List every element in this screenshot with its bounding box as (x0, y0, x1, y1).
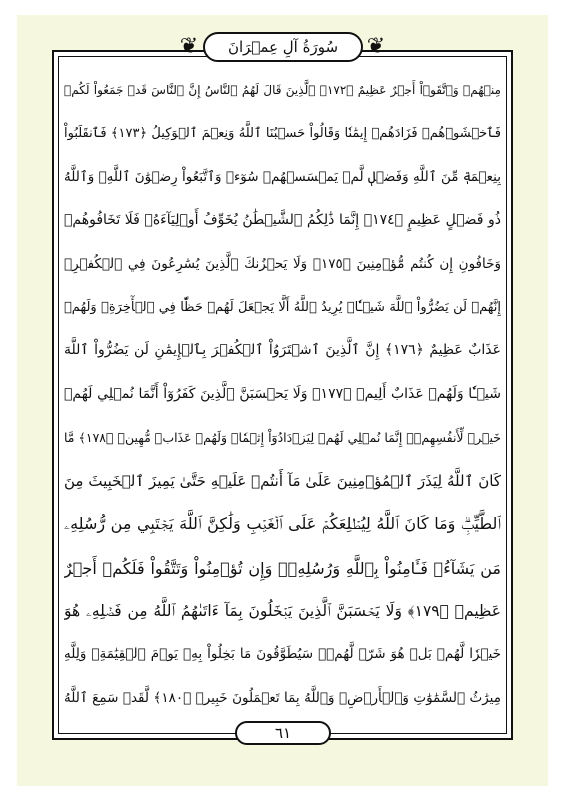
text-line-12: مَن يَشَآءُۖ فَـَٔامِنُواْ بِٱللَّهِ وَرُسُلِهِۦۚ وَإِن تُؤۡمِنُواْ وَتَتَّقُواْ فَلَكُمۡ أَجۡرٌ (64, 558, 501, 578)
text-line-10: كَانَ ٱللَّهُ لِيَذَرَ ٱلۡمُؤۡمِنِينَ عَلَىٰ مَآ أَنتُمۡ عَلَيۡهِ حَتَّىٰ يَمِيزَ ٱلۡخَبِيثَ مِنَ (64, 472, 501, 490)
left-ornament-icon: ❦ (179, 34, 199, 59)
text-line-5: وَخَافُونِ إِن كُنتُم مُّؤۡمِنِينَ ﴿١٧٥﴾ وَلَا يَحۡزُنكَ ٱلَّذِينَ يُسَٰرِعُونَ فِي ٱلۡكُفۡرِۚ (64, 256, 501, 272)
text-line-6: إِنَّهُمۡ لَن يَضُرُّواْ ٱللَّهَ شَيۡـٔٗاۗ يُرِيدُ ٱللَّهُ أَلَّا يَجۡعَلَ لَهُمۡ حَظّٗا فِي ٱلۡأٓخِرَةِۖ وَلَهُمۡ (64, 299, 501, 315)
text-line-8: شَيۡـٔٗا وَلَهُمۡ عَذَابٌ أَلِيمٞ ﴿١٧٧﴾ وَلَا يَحۡسَبَنَّ ٱلَّذِينَ كَفَرُوٓاْ أَنَّمَا نُمۡلِي لَهُمۡ (64, 386, 501, 402)
text-line-1: مِنۡهُمۡ وَٱتَّقَوۡاْ أَجۡرٌ عَظِيمٌ ﴿١٧٢﴾ ٱلَّذِينَ قَالَ لَهُمُ ٱلنَّاسُ إِنَّ ٱلنَّاسَ قَدۡ جَمَعُواْ لَكُمۡ (64, 83, 501, 97)
quran-text (64, 68, 501, 720)
text-line-2: فَٱخۡشَوۡهُمۡ فَزَادَهُمۡ إِيمَٰنٗا وَقَالُواْ حَسۡبُنَا ٱللَّهُ وَنِعۡمَ ٱلۡوَكِيلُ ﴿١٧٣﴾ فَٱنقَلَبُواْ (64, 125, 501, 141)
text-line-11: ٱلطَّيِّبِۗ وَمَا كَانَ ٱللَّهُ لِيُطۡلِعَكُمۡ عَلَى ٱلۡغَيۡبِ وَلَٰكِنَّ ٱللَّهَ يَجۡتَبِي مِن رُّسُلِهِۦ (64, 514, 501, 533)
text-line-9: خَيۡرٞ لِّأَنفُسِهِمۡۚ إِنَّمَا نُمۡلِي لَهُمۡ لِيَزۡدَادُوٓاْ إِثۡمٗاۖ وَلَهُمۡ عَذَابٞ مُّهِينٞ ﴿١٧٨﴾ مَّا (64, 429, 501, 445)
text-line-3: بِنِعۡمَةٖ مِّنَ ٱللَّهِ وَفَضۡلٖ لَّمۡ يَمۡسَسۡهُمۡ سُوٓءٞ وَٱتَّبَعُواْ رِضۡوَٰنَ ٱللَّهِۗ وَٱللَّهُ (64, 169, 501, 185)
text-line-15: مِيرَٰثُ ٱلسَّمَٰوَٰتِ وَٱلۡأَرۡضِۗ وَٱللَّهُ بِمَا تَعۡمَلُونَ خَبِيرٞ ﴿١٨٠﴾ لَّقَدۡ سَمِعَ ٱللَّهُ (64, 690, 501, 706)
text-line-13: عَظِيمٞ ﴿١٧٩﴾ وَلَا يَحۡسَبَنَّ ٱلَّذِينَ يَبۡخَلُونَ بِمَآ ءَاتَىٰهُمُ ٱللَّهُ مِن فَضۡلِهِۦ هُوَ (64, 601, 501, 620)
text-line-7: عَذَابٌ عَظِيمٌ ﴿١٧٦﴾ إِنَّ ٱلَّذِينَ ٱشۡتَرَوُاْ ٱلۡكُفۡرَ بِٱلۡإِيمَٰنِ لَن يَضُرُّواْ ٱللَّهَ (64, 342, 501, 358)
surah-title: سُورَةُ آلِ عِمۡرَانَ (227, 38, 339, 56)
surah-header (203, 32, 363, 62)
page-number-badge (235, 721, 331, 745)
page-number: ٦١ (274, 724, 292, 742)
text-line-14: خَيۡرٗا لَّهُمۖ بَلۡ هُوَ شَرّٞ لَّهُمۡۖ سَيُطَوَّقُونَ مَا بَخِلُواْ بِهِۦ يَوۡمَ ٱلۡقِيَٰمَةِۗ وَلِلَّهِ (64, 646, 501, 662)
right-ornament-icon: ❦ (366, 34, 386, 59)
text-line-4: ذُو فَضۡلٍ عَظِيمٍ ﴿١٧٤﴾ إِنَّمَا ذَٰلِكُمُ ٱلشَّيۡطَٰنُ يُخَوِّفُ أَوۡلِيَآءَهُۥ فَلَا تَخَافُوهُمۡ (64, 212, 501, 228)
